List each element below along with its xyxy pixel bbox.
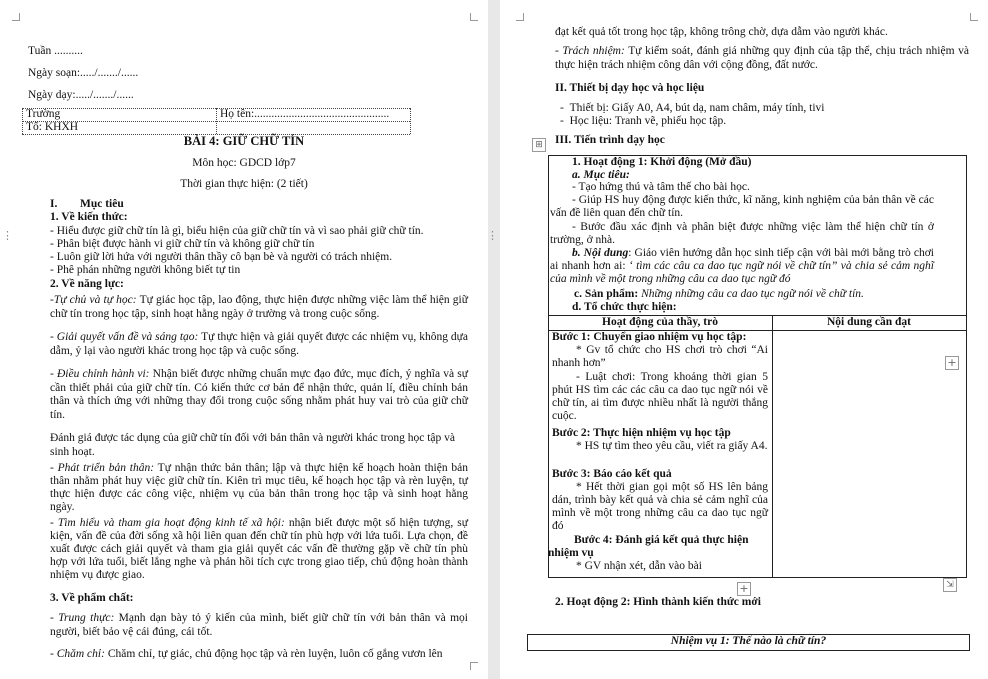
knowledge-item: - Phê phán những người không biết tự tin [50, 264, 241, 276]
step-4-detail: * GV nhận xét, dẫn vào bài [576, 560, 702, 572]
insert-column-icon[interactable]: + [945, 356, 959, 370]
margin-corner-icon [516, 13, 524, 21]
teacher-cell: Họ tên:............................................... [220, 108, 390, 120]
goal-label: a. Mục tiêu: [572, 169, 630, 181]
step-2-detail: * HS tự tìm theo yêu cầu, viết ra giấy A4. [576, 440, 768, 452]
task-1-title: Nhiệm vụ 1: Thế nào là chữ tín? [670, 635, 827, 647]
right-page[interactable] [500, 0, 988, 679]
product-text: c. Sản phẩm: Những những câu ca dao tục ngữ nói về chữ tín. [574, 288, 864, 300]
table-move-handle-icon[interactable]: ⊞ [532, 138, 546, 152]
step-3-title: Bước 3: Báo cáo kết quả [552, 468, 672, 480]
table-resize-icon[interactable]: ⇲ [943, 578, 957, 592]
step-1-rule: - Luật chơi: Trong khoảng thời gian 5 phút HS tìm các các câu ca dao tục ngữ nói về chữ tín, ai tìm được nhiều nhất là người thắng cuộc. [552, 371, 768, 422]
margin-corner-icon [470, 13, 478, 21]
competence-social: - Tìm hiểu và tham gia hoạt động kinh tế xã hội: nhận biết được một số hiện tượng, sự kiện, vấn đề của đời sống xã hội liên quan đến chữ tín phù hợp với lứa tuổi. Lựa chọn, đề xuất được cách giải quyết và tham gia giải quyết các vấn đề thường gặp về chữ tín phù hợp với lứa tuổi, biết lắng nghe và phản hồi tích cực trong giao tiếp, chủ động hoàn thành nhiệm vụ được giao. [50, 517, 468, 581]
competence-heading: 2. Về năng lực: [50, 278, 124, 290]
lesson-title: BÀI 4: GIỮ CHỮ TÍN [183, 134, 305, 148]
margin-corner-icon [12, 13, 20, 21]
competence-self-development: - Phát triển bản thân: Tự nhận thức bản thân; lập và thực hiện kế hoạch hoàn thiện bản thân nhằm phát huy việc giữ chữ tín. Kiên trì mục tiêu, kế hoạch học tập và rèn luyện, tự thực hiện được các công việc, nhiệm vụ của bản thân trong học tập và sinh hoạt hằng ngày. [50, 462, 468, 513]
subject-line: Môn học: GDCD lớp7 [192, 157, 296, 169]
organization-label: d. Tổ chức thực hiện: [572, 301, 677, 313]
section-3-title: III. Tiến trình dạy học [555, 134, 665, 146]
section-1-title: Mục tiêu [80, 198, 124, 210]
section-1-number: I. [50, 198, 58, 210]
prep-date-line: Ngày soạn:...../......./...... [28, 67, 139, 79]
continued-line: đạt kết quả tốt trong học tập, không trông chờ, dựa dẫm vào người khác. [555, 26, 888, 38]
competence-behavior: - Điều chỉnh hành vi: Nhận biết được những chuẩn mực đạo đức, mục đích, ý nghĩa và sự cần thiết phải của giữ chữ tín. Có kiến thức cơ bản để nhận thức, quản lí, điều chỉnh bản thân và thích ứng với những thay đổi trong cuộc sống nhằm phát huy vai trò của giữ chữ tín. [50, 368, 468, 421]
duration-line: Thời gian thực hiện: (2 tiết) [180, 178, 308, 190]
school-cell: Trường [26, 108, 61, 120]
equipment-item: - Học liệu: Tranh vẽ, phiếu học tập. [560, 115, 727, 127]
content-text: b. Nội dung: Giáo viên hướng dẫn học sinh tiếp cận với bài mới bằng trò chơi ai nhanh hơn ai: ‘ tìm các câu ca dao tục ngữ nói về chữ tín” và chia sẻ cảm nghĩ của mình về một trong những câu ca dao tục ngữ đó [550, 247, 934, 285]
step-1-detail: * Gv tổ chức cho HS chơi trò chơi “Ai nhanh hơn” [552, 344, 768, 369]
activity-table[interactable] [548, 155, 966, 577]
side-handle-icon[interactable]: ⋮ [2, 230, 13, 242]
goal-item: - Bước đầu xác định và phân biệt được những việc làm thể hiện chữ tín ở trường, ở nhà. [550, 221, 934, 246]
quality-honesty: - Trung thực: Mạnh dạn bày tỏ ý kiến của mình, biết giữ chữ tín với bản thân và mọi người, biết bảo vệ cái đúng, cái tốt. [50, 612, 468, 638]
knowledge-heading: 1. Về kiến thức: [50, 211, 128, 223]
step-3-detail: * Hết thời gian gọi một số HS lên bảng dán, trình bày kết quả và chia sẻ cảm nghĩ của mình về một trong những câu ca dao tục ngữ đó [552, 481, 768, 532]
header-table [22, 108, 410, 134]
margin-corner-icon [970, 13, 978, 21]
margin-corner-icon [470, 662, 478, 670]
competence-evaluation: Đánh giá được tác dụng của giữ chữ tín đối với bản thân và người khác trong học tập và sinh hoạt. [50, 432, 455, 458]
competence-problem-solving: - Giải quyết vấn đề và sáng tạo: Tự thực hiện và giải quyết được các nhiệm vụ, không dựa dẫm, ỷ lại vào người khác trong học tập và cuộc sống. [50, 331, 468, 357]
section-2-title: II. Thiết bị dạy học và học liệu [555, 82, 705, 94]
quality-heading: 3. Về phẩm chất: [50, 592, 134, 604]
equipment-item: - Thiết bị: Giấy A0, A4, bút dạ, nam châm, máy tính, tivi [560, 102, 825, 114]
side-handle-icon[interactable]: ⋮ [487, 230, 498, 242]
insert-row-icon[interactable]: + [737, 582, 751, 596]
group-cell: Tổ: KHXH [26, 121, 79, 133]
column-header-content: Nội dung cần đạt [826, 316, 912, 328]
week-line: Tuần .......... [28, 45, 83, 57]
knowledge-item: - Luôn giữ lời hứa với người thân thầy cô bạn bè và người có trách nhiệm. [50, 251, 393, 263]
knowledge-item: - Hiểu được giữ chữ tín là gì, biểu hiện của giữ chữ tín và vì sao phải giữ chữ tín. [50, 225, 424, 237]
goal-item: - Giúp HS huy động được kiến thức, kĩ năng, kinh nghiệm của bản thân về các vấn đề liên quan đến chữ tín. [550, 194, 934, 219]
column-header-activity: Hoạt động của thầy, trò [602, 316, 718, 328]
step-1-title: Bước 1: Chuyển giao nhiệm vụ học tập: [552, 331, 747, 343]
step-2-title: Bước 2: Thực hiện nhiệm vụ học tập [552, 427, 731, 439]
step-4-title: Bước 4: Đánh giá kết quả thực hiện nhiệm vụ [548, 534, 749, 559]
quality-responsibility: - Trách nhiệm: Tự kiểm soát, đánh giá những quy định của tập thể, chịu trách nhiệm và thực hiện trách nhiệm công dân với cộng đồng, đất nước. [555, 45, 970, 71]
teach-date-line: Ngày dạy:...../......./...... [28, 89, 134, 101]
goal-item: - Tạo hứng thú và tâm thế cho bài học. [572, 181, 750, 193]
quality-diligence: - Chăm chỉ: Chăm chỉ, tự giác, chủ động học tập và rèn luyện, luôn cố gắng vươn lên [50, 648, 443, 660]
activity-1-title: 1. Hoạt động 1: Khởi động (Mở đầu) [572, 156, 752, 168]
knowledge-item: - Phân biệt được hành vi giữ chữ tín và không giữ chữ tín [50, 238, 315, 250]
activity-2-title: 2. Hoạt động 2: Hình thành kiến thức mới [555, 596, 761, 608]
left-page[interactable] [0, 0, 488, 679]
competence-self-study: -Tự chủ và tự học: Tự giác học tập, lao động, thực hiện được những việc làm thể hiện giữ chữ tín trong học tập, sinh hoạt hằng ngày ở trường và trong cuộc sống. [50, 294, 468, 320]
